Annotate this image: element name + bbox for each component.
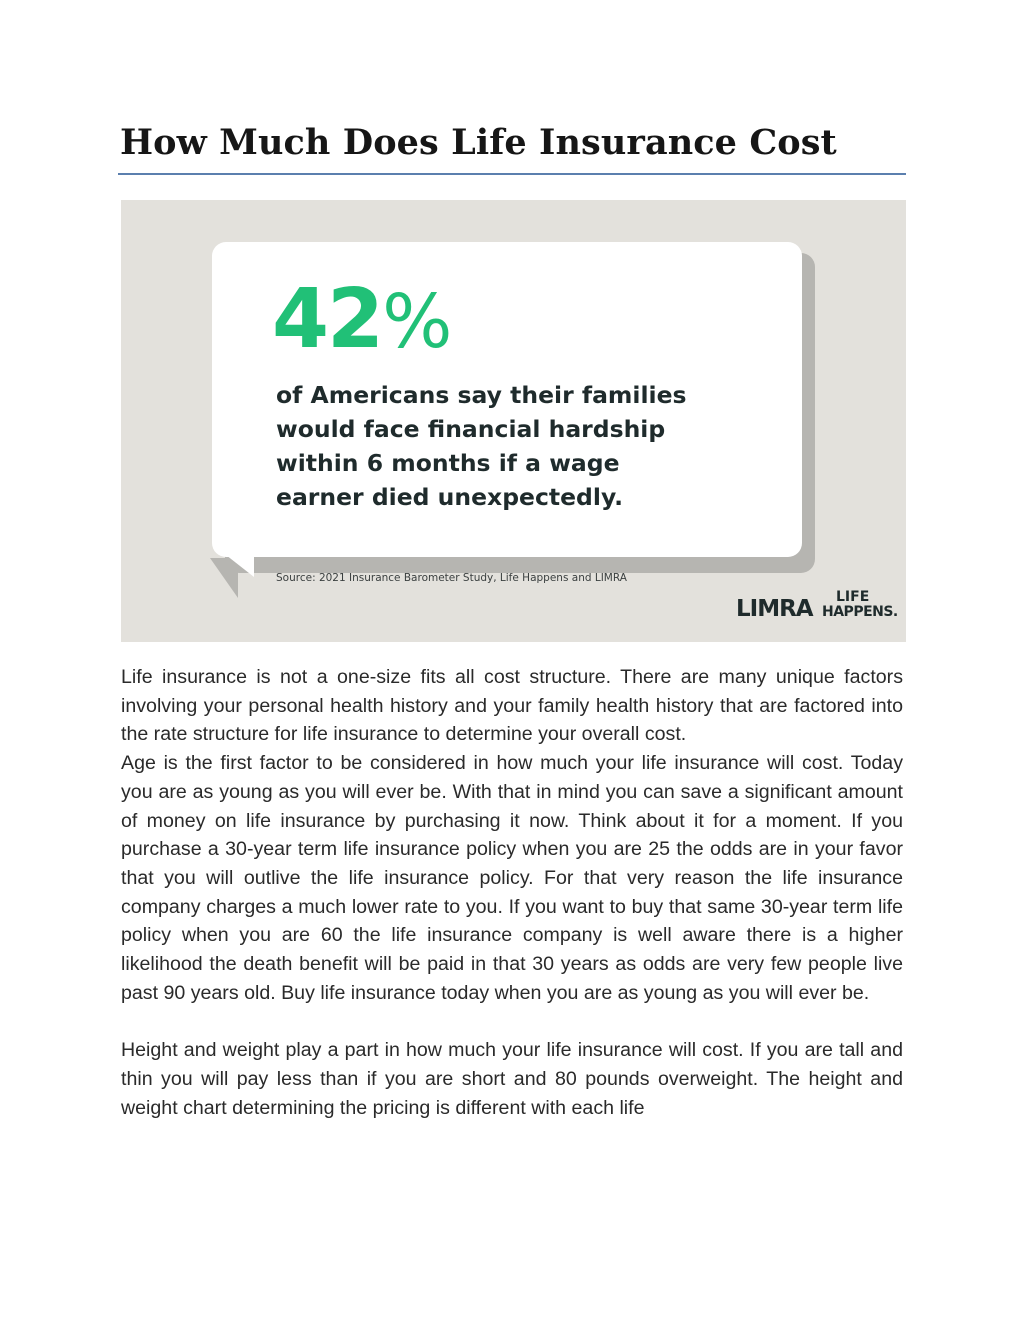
- paragraph: Life insurance is not a one-size fits all cost structure. There are many unique factors involving your personal health history and your family health history that are factored into the rate structure for life insurance to determine your overall cost.: [121, 666, 903, 746]
- article-body: [121, 663, 903, 1122]
- source-citation: Source: 2021 Insurance Barometer Study, Life Happens and LIMRA: [276, 572, 627, 584]
- paragraph: Height and weight play a part in how much your life insurance will cost. If you are tall and thin you will pay less than if you are short and 80 pounds overweight. The height and weight chart determining the pricing is different with each life: [121, 1039, 903, 1119]
- stat-percent-sign: %: [382, 279, 453, 365]
- page-title: How Much Does Life Insurance Cost: [120, 122, 837, 163]
- stat-percentage: [272, 272, 452, 370]
- stat-line: earner died unexpectedly.: [276, 483, 624, 511]
- stat-line: within 6 months if a wage: [276, 449, 620, 477]
- stat-number-value: 42: [272, 272, 383, 367]
- life-happens-logo: [822, 590, 898, 620]
- life-happens-logo-line: HAPPENS.: [822, 604, 898, 620]
- title-divider: [118, 173, 906, 175]
- speech-bubble-tail: [226, 555, 254, 577]
- stat-line: would face financial hardship: [276, 415, 666, 443]
- stat-description: [276, 378, 776, 514]
- paragraph: Age is the first factor to be considered in how much your life insurance will cost. Today you are as young as you will ever be. With that in mind you can save a significant amount of money on life insurance by purchasing it now. Think about it for a moment. If you purchase a 30-year term life insurance policy when you are 25 the odds are in your favor that you will outlive the life insurance policy. For that very reason the life insurance company charges a much lower rate to you. If you want to buy that same 30-year term life policy when you are 60 the life insurance company is well aware there is a higher likelihood the death benefit will be paid in that 30 years as odds are very few people live past 90 years old. Buy life insurance today when you are as young as you will ever be.: [121, 752, 903, 1004]
- limra-logo: LIMRA: [736, 596, 813, 622]
- stat-line: of Americans say their families: [276, 381, 687, 409]
- life-happens-logo-line: LIFE: [836, 589, 870, 605]
